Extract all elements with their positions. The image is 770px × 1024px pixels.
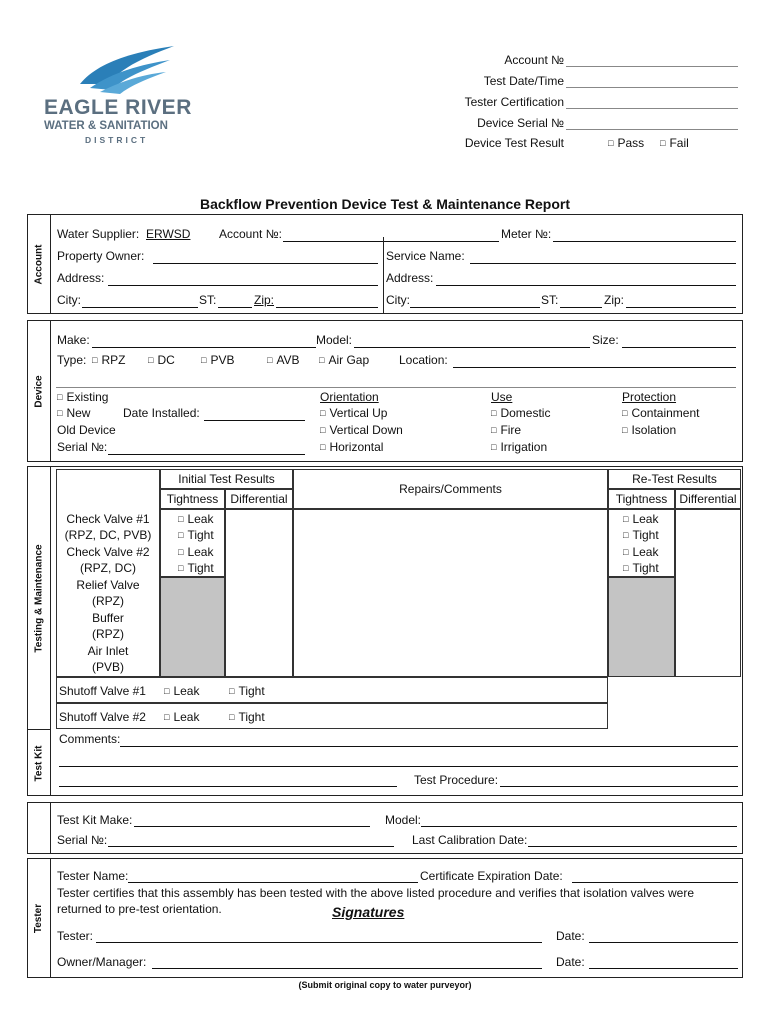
st1-line[interactable] (218, 307, 252, 308)
orient-horizontal-checkbox[interactable]: □ Horizontal (320, 440, 383, 454)
comments-line-2[interactable] (59, 766, 738, 767)
water-supplier-value: ERWSD (146, 227, 191, 241)
comments-line[interactable] (120, 746, 738, 747)
zip2-label: Zip: (604, 293, 625, 307)
protection-containment-checkbox[interactable]: □ Containment (622, 406, 699, 420)
pass-checkbox[interactable]: □ Pass (608, 136, 644, 150)
sv1-label: Shutoff Valve #1 (59, 684, 146, 698)
testkit-make-label: Test Kit Make: (57, 813, 133, 827)
procedure-label: Test Procedure: (414, 773, 499, 787)
bf-label: Buffer (92, 611, 124, 625)
account-no-line[interactable] (283, 241, 499, 242)
rv-sub: (RPZ) (92, 594, 124, 608)
type-rpz-checkbox[interactable]: □ RPZ (92, 353, 125, 367)
logo-line2: WATER & SANITATION (44, 120, 168, 132)
tester-cert-label: Tester Certification (464, 95, 564, 109)
testkit-serial-label: Serial №: (57, 833, 108, 847)
calibration-label: Last Calibration Date: (412, 833, 528, 847)
city1-line[interactable] (82, 307, 198, 308)
existing-checkbox[interactable]: □ Existing (57, 390, 108, 404)
location-label: Location: (399, 353, 448, 367)
zip1-label: Zip: (254, 293, 275, 307)
certifies-line1: Tester certifies that this assembly has been tested with the above listed procedure and verifies that isolation valves were (57, 886, 695, 900)
device-serial-line[interactable] (566, 129, 738, 130)
cv1-tight-checkbox[interactable]: □ Tight (178, 528, 214, 542)
use-heading: Use (491, 390, 513, 404)
zip1-line[interactable] (276, 307, 378, 308)
orientation-heading: Orientation (320, 390, 379, 404)
sv2-label: Shutoff Valve #2 (59, 710, 146, 724)
re-cv1-tight-checkbox[interactable]: □ Tight (623, 528, 659, 542)
address1-line[interactable] (108, 285, 378, 286)
type-avb-checkbox[interactable]: □ AVB (267, 353, 300, 367)
use-irrigation-checkbox[interactable]: □ Irrigation (491, 440, 547, 454)
tester-name-line[interactable] (128, 882, 418, 883)
type-label: Type: (57, 353, 87, 367)
testkit-section (27, 802, 743, 854)
service-name-line[interactable] (470, 263, 736, 264)
old-device-label: Old Device (57, 423, 116, 437)
retest-header: Re-Test Results (608, 469, 741, 489)
logo (40, 44, 210, 144)
date-installed-label: Date Installed: (123, 406, 200, 420)
type-dc-checkbox[interactable]: □ DC (148, 353, 175, 367)
testing-section (27, 466, 743, 796)
footer-note: (Submit original copy to water purveyor) (298, 980, 472, 990)
meter-no-label: Meter №: (501, 227, 552, 241)
cert-exp-label: Certificate Expiration Date: (420, 869, 563, 883)
serial-line[interactable] (108, 454, 305, 455)
serial-label: Serial №: (57, 440, 108, 454)
calibration-line[interactable] (528, 846, 737, 847)
cv2-tight-checkbox[interactable]: □ Tight (178, 561, 214, 575)
date1-label: Date: (556, 929, 585, 943)
cv1-leak-checkbox[interactable]: □ Leak (178, 512, 213, 526)
orient-vertical-up-checkbox[interactable]: □ Vertical Up (320, 406, 387, 420)
device-section (27, 320, 743, 462)
tester-cert-line[interactable] (566, 108, 738, 109)
sv1-tight-checkbox[interactable]: □ Tight (229, 684, 265, 698)
cert-exp-line[interactable] (572, 882, 738, 883)
date1-line[interactable] (589, 942, 738, 943)
re-cv2-leak-checkbox[interactable]: □ Leak (623, 545, 658, 559)
st1-label: ST: (199, 293, 217, 307)
testing-side-label: Testing & Maintenance (28, 467, 51, 729)
address1-label: Address: (57, 271, 105, 285)
tester-section (27, 858, 743, 978)
tester-side-label: Tester (28, 859, 51, 977)
account-label: Account № (504, 53, 564, 67)
service-name-label: Service Name: (386, 249, 465, 263)
cv2-sub: (RPZ, DC) (80, 561, 136, 575)
address2-line[interactable] (436, 285, 736, 286)
test-date-line[interactable] (566, 87, 738, 88)
re-cv1-leak-checkbox[interactable]: □ Leak (623, 512, 658, 526)
city2-label: City: (386, 293, 410, 307)
comments-line-3[interactable] (59, 786, 397, 787)
tightness2-header: Tightness (608, 489, 675, 509)
owner-sign-label: Owner/Manager: (57, 955, 147, 969)
test-date-label: Test Date/Time (483, 74, 564, 88)
model-line[interactable] (354, 347, 590, 348)
type-airgap-checkbox[interactable]: □ Air Gap (319, 353, 369, 367)
logo-line3: DISTRICT (85, 135, 149, 145)
protection-isolation-checkbox[interactable]: □ Isolation (622, 423, 676, 437)
use-domestic-checkbox[interactable]: □ Domestic (491, 406, 550, 420)
city2-line[interactable] (410, 307, 540, 308)
property-owner-line[interactable] (153, 263, 378, 264)
cv1-label: Check Valve #1 (66, 512, 150, 526)
initial-results-header: Initial Test Results (160, 469, 293, 489)
cv2-leak-checkbox[interactable]: □ Leak (178, 545, 213, 559)
new-checkbox[interactable]: □ New (57, 406, 90, 420)
rv-label: Relief Valve (76, 578, 140, 592)
device-serial-label: Device Serial № (477, 116, 564, 130)
use-fire-checkbox[interactable]: □ Fire (491, 423, 521, 437)
type-pvb-checkbox[interactable]: □ PVB (201, 353, 234, 367)
logo-line1: EAGLE RIVER (44, 96, 192, 119)
certifies-line2: returned to pre-test orientation. (57, 902, 222, 916)
signatures-heading: Signatures (332, 904, 405, 920)
protection-heading: Protection (622, 390, 677, 404)
account-no-label: Account №: (219, 227, 282, 241)
location-line[interactable] (453, 367, 736, 368)
owner-sign-line[interactable] (152, 968, 542, 969)
bf-sub: (RPZ) (92, 627, 124, 641)
comments-label: Comments: (59, 732, 121, 746)
page-title: Backflow Prevention Device Test & Maintenance Report (199, 196, 571, 212)
testkit-model-label: Model: (385, 813, 422, 827)
eagle-wing-icon (78, 44, 178, 94)
differential2-header: Differential (675, 489, 741, 509)
tightness-header: Tightness (160, 489, 225, 509)
date-installed-line[interactable] (204, 420, 305, 421)
fail-checkbox[interactable]: □ Fail (660, 136, 689, 150)
tester-sign-line[interactable] (96, 942, 542, 943)
sv2-leak-checkbox[interactable]: □ Leak (164, 710, 199, 724)
size-line[interactable] (622, 347, 736, 348)
city1-label: City: (57, 293, 81, 307)
cv2-label: Check Valve #2 (66, 545, 150, 559)
ai-label: Air Inlet (87, 644, 129, 658)
water-supplier-label: Water Supplier: (57, 227, 140, 241)
repairs-header: Repairs/Comments (293, 469, 608, 509)
sv1-leak-checkbox[interactable]: □ Leak (164, 684, 199, 698)
st2-label: ST: (541, 293, 559, 307)
testkit-side-label: Test Kit (28, 729, 51, 796)
account-section (27, 214, 743, 314)
testkit-model-line[interactable] (421, 826, 737, 827)
date2-label: Date: (556, 955, 585, 969)
property-owner-label: Property Owner: (57, 249, 145, 263)
sv2-tight-checkbox[interactable]: □ Tight (229, 710, 265, 724)
model-label: Model: (316, 333, 353, 347)
tester-name-label: Tester Name: (57, 869, 129, 883)
differential-header: Differential (225, 489, 293, 509)
date2-line[interactable] (589, 968, 738, 969)
account-line[interactable] (566, 66, 738, 67)
zip2-line[interactable] (626, 307, 736, 308)
tester-sign-label: Tester: (57, 929, 94, 943)
orient-vertical-down-checkbox[interactable]: □ Vertical Down (320, 423, 403, 437)
cv1-sub: (RPZ, DC, PVB) (64, 528, 152, 542)
procedure-line[interactable] (500, 786, 738, 787)
make-line[interactable] (92, 347, 316, 348)
device-side-label: Device (28, 321, 51, 461)
make-label: Make: (57, 333, 90, 347)
meter-no-line[interactable] (553, 241, 736, 242)
re-cv2-tight-checkbox[interactable]: □ Tight (623, 561, 659, 575)
address2-label: Address: (386, 271, 434, 285)
size-label: Size: (592, 333, 619, 347)
device-result-label: Device Test Result (464, 136, 564, 150)
testkit-make-line[interactable] (134, 826, 370, 827)
ai-sub: (PVB) (91, 660, 124, 674)
account-side-label: Account (28, 215, 51, 313)
st2-line[interactable] (560, 307, 602, 308)
testkit-serial-line[interactable] (108, 846, 394, 847)
